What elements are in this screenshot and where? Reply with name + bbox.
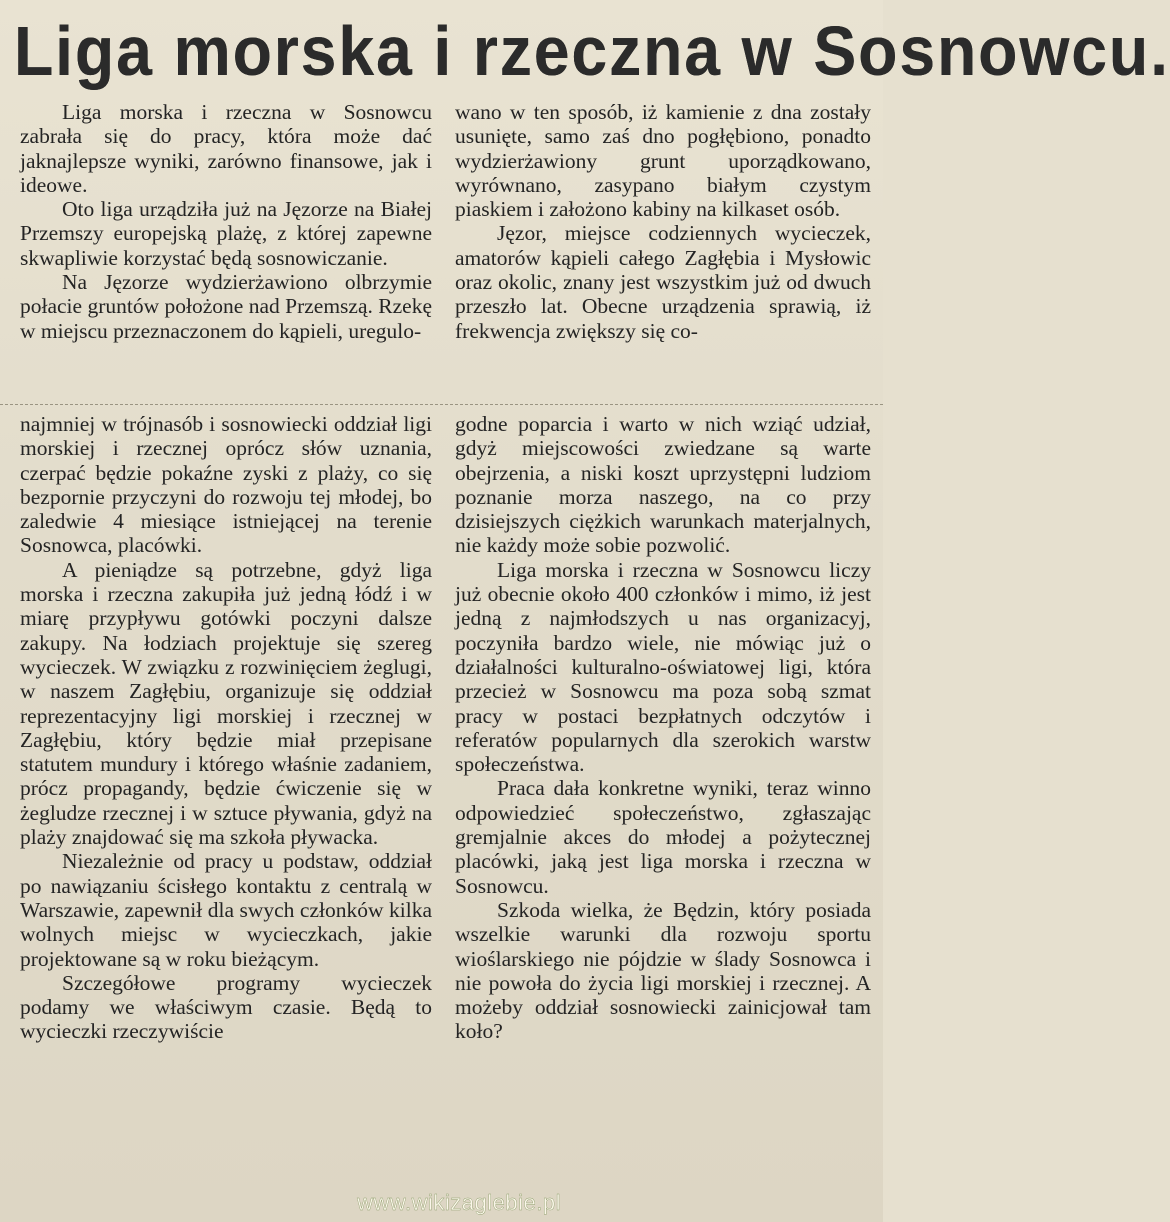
paragraph-9: Praca dała konkretne wyniki, teraz winno odpowiedzieć społeczeństwo, zgłaszając gremjalnie akces do młodej a pożytecznej placówki, jaką jest liga morska i rzeczna w Sosnowcu. (455, 776, 871, 898)
left-column-top (20, 100, 432, 343)
paragraph-5: A pieniądze są potrzebne, gdyż liga morska i rzeczna zakupiła już jedną łódź i w miarę przypływu gotówki poczyni dalsze zakupy. Na łodziach projektuje się szereg wycieczek. W związku z rozwinięciem żeglugi, w naszem Zagłębiu, organizuje się oddział reprezentacyjny ligi morskiej i rzecznej w Zagłębiu, który będzie miał przepisane statutem mundury i którego właśnie zadaniem, prócz propagandy, będzie ćwiczenie się w żegludze rzecznej i w sztuce pływania, gdyż na plaży znajdować się ma szkoła pływacka. (20, 557, 432, 850)
left-column-bottom (20, 412, 432, 1044)
paragraph-7: Szczegółowe programy wycieczek podamy we właściwym czasie. Będą to wycieczki rzeczywiście (20, 970, 432, 1044)
paragraph-2: Oto liga urządziła już na Jęzorze na Białej Przemszy europejską plażę, z której zapewne skwapliwie korzystać będą sosnowiczanie. (20, 197, 432, 270)
paragraph-1: Liga morska i rzeczna w Sosnowcu zabrała się do pracy, która może dać jaknajlepsze wyniki, zarówno finansowe, jak i ideowe. (20, 100, 432, 197)
watermark: www.wikizaglebie.pl (357, 1190, 561, 1215)
article-headline: Liga morska i rzeczna w Sosnowcu. (14, 12, 1170, 90)
clipping-fold-line (0, 404, 883, 408)
paragraph-7-continued: godne poparcia i warto w nich wziąć udział, gdyż miejscowości zwiedzane są warte obejrzenia, a niski koszt uprzystępni ludziom poznanie morza naszego, na co przy dzisiejszych ciężkich warunkach materjalnych, nie każdy może sobie pozwolić. (455, 412, 871, 558)
right-column-top (455, 100, 871, 343)
paragraph-4: Jęzor, miejsce codziennych wycieczek, amatorów kąpieli całego Zagłębia i Mysłowic oraz okolic, znany jest wszystkim już od dwuch przeszło lat. Obecne urządzenia sprawią, iż frekwencja zwiększy się co- (455, 221, 871, 343)
paragraph-4-continued: najmniej w trójnasób i sosnowiecki oddział ligi morskiej i rzecznej oprócz słów uznania, czerpać będzie pokaźne zyski z plaży, co się bezpornie przyczyni do rozwoju tej młodej, bo zaledwie 4 miesiące istniejącej na terenie Sosnowca, placówki. (20, 412, 432, 558)
paragraph-8: Liga morska i rzeczna w Sosnowcu liczy już obecnie około 400 członków i mimo, iż jest jedną z najmłodszych u nas organizacyj, poczyniła bardzo wiele, nie mówiąc już o działalności kulturalno-oświatowej ligi, która przecież w Sosnowcu ma poza sobą szmat pracy w postaci bezpłatnych odczytów i referatów popularnych dla szerokich warstw społeczeństwa. (455, 557, 871, 777)
right-column-bottom (455, 412, 871, 1044)
paragraph-10: Szkoda wielka, że Będzin, który posiada wszelkie warunki dla rozwoju sportu wioślarskiego nie pójdzie w ślady Sosnowca i nie powoła do życia ligi morskiej i rzecznej. A możeby oddział sosnowiecki zainicjował tam koło? (455, 897, 871, 1044)
paragraph-3-continued: wano w ten sposób, iż kamienie z dna zostały usunięte, samo zaś dno pogłębiono, ponadto wydzierżawiony grunt uporządkowano, wyrównano, zasypano białym czystym piaskiem i założono kabiny na kilkaset osób. (455, 100, 871, 222)
paragraph-6: Niezależnie od pracy u podstaw, oddział po nawiązaniu ścisłego kontaktu z centralą w Warszawie, zapewnił dla swych członków kilka wolnych miejsc w wycieczkach, jakie projektowane są w roku bieżącym. (20, 849, 432, 971)
paragraph-3: Na Jęzorze wydzierżawiono olbrzymie połacie gruntów położone nad Przemszą. Rzekę w miejscu przeznaczonem do kąpieli, uregulo- (20, 270, 432, 343)
